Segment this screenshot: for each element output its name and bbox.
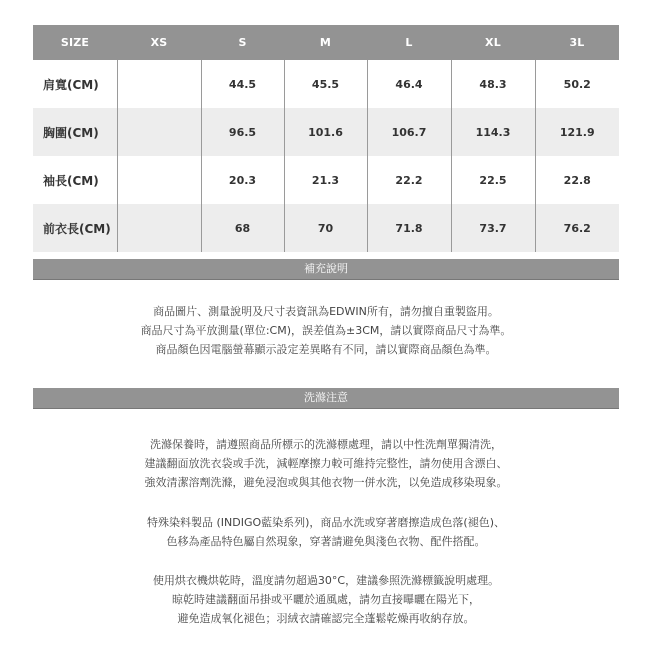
supplement-notes	[33, 302, 619, 359]
table-row	[33, 156, 619, 204]
table-cell: 121.9	[535, 108, 619, 156]
table-row	[33, 60, 619, 108]
note-line: 商品圖片、測量說明及尺寸表資訊為EDWIN所有，請勿擅自重製盜用。	[153, 305, 499, 318]
size-chart-table	[33, 25, 619, 252]
table-cell	[117, 108, 201, 156]
table-cell: 68	[201, 204, 284, 252]
note-line: 商品顏色因電腦螢幕顯示設定差異略有不同，請以實際商品顏色為準。	[155, 343, 497, 356]
table-cell: 101.6	[284, 108, 367, 156]
size-header-cell: S	[201, 25, 284, 60]
size-header-cell: L	[367, 25, 451, 60]
care-paragraph-1	[33, 435, 619, 492]
row-label: 肩寬(CM)	[33, 60, 117, 108]
table-cell: 106.7	[367, 108, 451, 156]
size-header-row	[33, 25, 619, 60]
size-header-cell: XL	[451, 25, 535, 60]
table-cell: 20.3	[201, 156, 284, 204]
table-cell: 50.2	[563, 77, 591, 91]
table-cell: 96.5	[201, 108, 284, 156]
table-cell: 114.3	[451, 108, 535, 156]
table-cell: 48.3	[451, 60, 535, 108]
table-cell: 45.5	[284, 60, 367, 108]
care-line: 強效清潔溶劑洗滌，避免浸泡或與其他衣物一併水洗，以免造成移染現象。	[144, 476, 508, 489]
note-line: 商品尺寸為平放測量(單位:CM)，誤差值為±3CM，請以實際商品尺寸為準。	[140, 324, 512, 337]
size-header-cell: XS	[117, 25, 201, 60]
table-cell: 21.3	[284, 156, 367, 204]
table-cell: 46.4	[367, 60, 451, 108]
row-label: 袖長(CM)	[33, 156, 117, 204]
table-cell: 73.7	[451, 204, 535, 252]
care-line: 使用烘衣機烘乾時，溫度請勿超過30°C，建議參照洗滌標籤說明處理。	[152, 574, 500, 587]
table-cell: 70	[284, 204, 367, 252]
table-cell: 22.5	[451, 156, 535, 204]
size-header-cell: M	[284, 25, 367, 60]
row-label: 胸圍(CM)	[33, 108, 117, 156]
size-header-cell: SIZE	[33, 25, 117, 60]
table-cell: 76.2	[535, 204, 619, 252]
table-cell: 22.8	[563, 173, 591, 187]
size-header-cell: 3L	[535, 25, 619, 60]
supplement-title-bar: 補充說明	[33, 259, 619, 280]
care-line: 晾乾時建議翻面吊掛或平曬於通風處，請勿直接曝曬在陽光下，	[172, 593, 480, 606]
table-row	[33, 108, 619, 156]
table-cell	[117, 156, 201, 204]
table-cell: 44.5	[201, 60, 284, 108]
care-line: 色移為產品特色屬自然現象，穿著請避免與淺色衣物、配件搭配。	[166, 535, 486, 548]
care-paragraph-3	[33, 571, 619, 628]
care-title-bar: 洗滌注意	[33, 388, 619, 409]
table-cell: 22.2	[367, 156, 451, 204]
care-line: 避免造成氧化褪色；羽絨衣請確認完全蓬鬆乾燥再收納存放。	[177, 612, 475, 625]
table-cell	[117, 60, 201, 108]
table-row	[33, 204, 619, 252]
care-line: 特殊染料製品 (INDIGO藍染系列)，商品水洗或穿著磨擦造成色落(褪色)、	[146, 516, 506, 529]
care-line: 洗滌保養時，請遵照商品所標示的洗滌標處理，請以中性洗劑單獨清洗，	[150, 438, 502, 451]
table-cell: 71.8	[367, 204, 451, 252]
care-paragraph-2	[33, 513, 619, 551]
row-label: 前衣長(CM)	[33, 204, 117, 252]
table-cell	[117, 204, 201, 252]
care-line: 建議翻面放洗衣袋或手洗，減輕摩擦力較可維持完整性，請勿使用含漂白、	[144, 457, 508, 470]
